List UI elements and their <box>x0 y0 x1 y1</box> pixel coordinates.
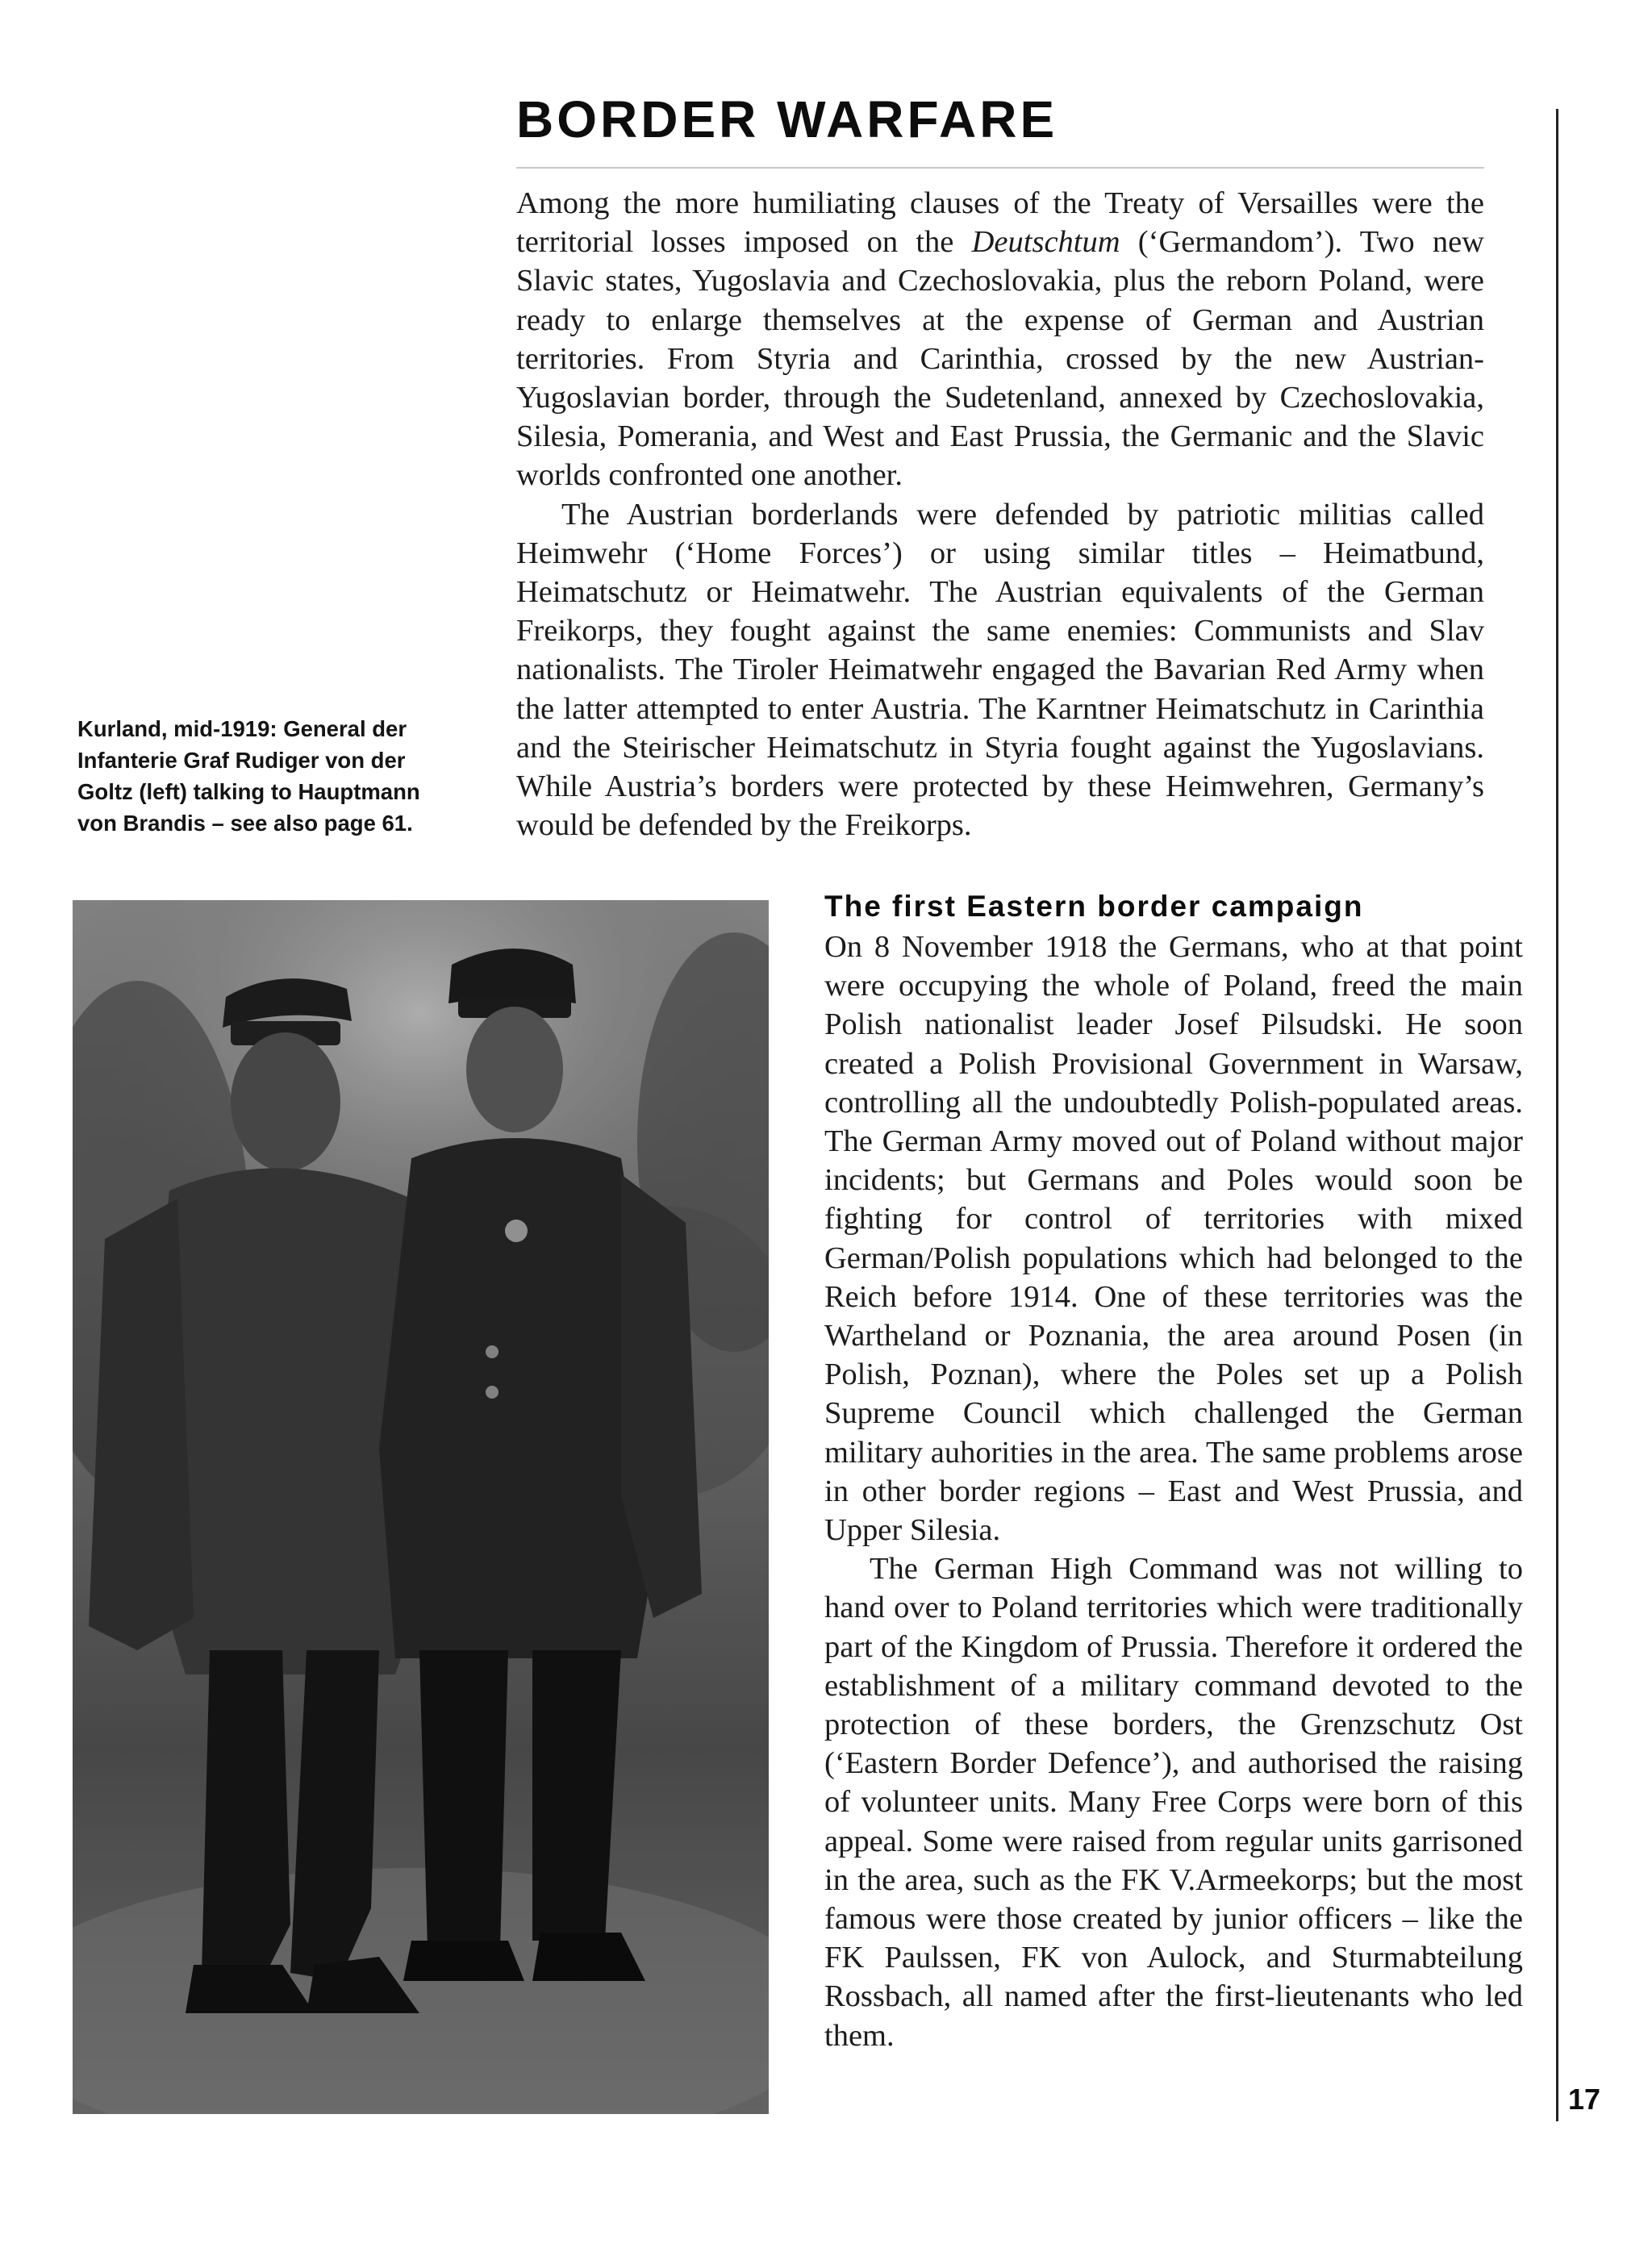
intro-column <box>516 184 1484 844</box>
margin-rule <box>1556 109 1558 2121</box>
photo-illustration <box>73 900 769 2114</box>
section-paragraph-1: On 8 November 1918 the Germans, who at that point were occupying the whole of Poland, freed the main Polish nationalist leader Josef Pilsudski. He soon created a Polish Provisional Government in Warsaw, controlling all the undoubtedly Polish-populated areas. The German Army moved out of Poland without major incidents; but Germans and Poles would soon be fighting for control of territories with mixed German/Polish populations which had belonged to the Reich before 1914. One of these territories was the Wartheland or Poznania, the area around Posen (in Polish, Poznan), where the Poles set up a Polish Supreme Council which challenged the German military auhorities in the area. The same problems arose in other border regions – East and West Prussia, and Upper Silesia. <box>824 930 1523 1548</box>
photo-caption: Kurland, mid-1919: General der Infanterie Graf Rudiger von der Goltz (left) talking to Hauptmann von Brandis – see also page 61. <box>77 716 420 836</box>
title-divider <box>516 167 1484 169</box>
page-title: BORDER WARFARE <box>516 90 1058 148</box>
intro-paragraph-1 <box>516 184 1484 495</box>
campaign-section <box>824 886 1523 2055</box>
intro-p1-start: Among the more humiliating clauses of the Treaty of Versailles were the territorial losses imposed on the <box>516 186 1484 260</box>
section-heading: The first Eastern border campaign <box>824 890 1364 923</box>
historical-photo <box>73 900 769 2114</box>
intro-paragraph-2: The Austrian borderlands were defended by patriotic militias called Heimwehr (‘Home Forces’) or using similar titles – Heimatbund, Heimatschutz or Heimatwehr. The Austrian equivalents of the German Freikorps, they fought against the same enemies: Communists and Slav nationalists. The Tiroler Heimatwehr engaged the Bavarian Red Army when the latter attempted to enter Austria. The Karntner Heimatschutz in Carinthia and the Steirischer Heimatschutz in Styria fought against the Yugoslavians. While Austria’s borders were protected by these Heimwehren, Germany’s would be defended by the Freikorps. <box>516 497 1484 843</box>
page-number: 17 <box>1568 2083 1601 2116</box>
intro-p1-end: (‘Germandom’). Two new Slavic states, Yugoslavia and Czechoslovakia, plus the reborn Poland, were ready to enlarge themselves at the expense of German and Austrian territories. From Styria and Carinthia, crossed by the new Austrian-Yugoslavian border, through the Sudetenland, annexed by Czechoslovakia, Silesia, Pomerania, and West and East Prussia, the Germanic and the Slavic worlds confronted one another. <box>516 225 1484 493</box>
intro-p1-italic-term: Deutschtum <box>971 225 1120 260</box>
section-paragraph-2: The German High Command was not willing to hand over to Poland territories which were traditionally part of the Kingdom of Prussia. Therefore it ordered the establishment of a military command devoted to the protection of these borders, the Grenzschutz Ost (‘Eastern Border Defence’), and authorised the raising of volunteer units. Many Free Corps were born of this appeal. Some were raised from regular units garrisoned in the area, such as the FK V.Armeekorps; but the most famous were those created by junior officers – like the FK Paulssen, FK von Aulock, and Sturmabteilung Rossbach, all named after the first-lieutenants who led them. <box>824 1552 1523 2053</box>
